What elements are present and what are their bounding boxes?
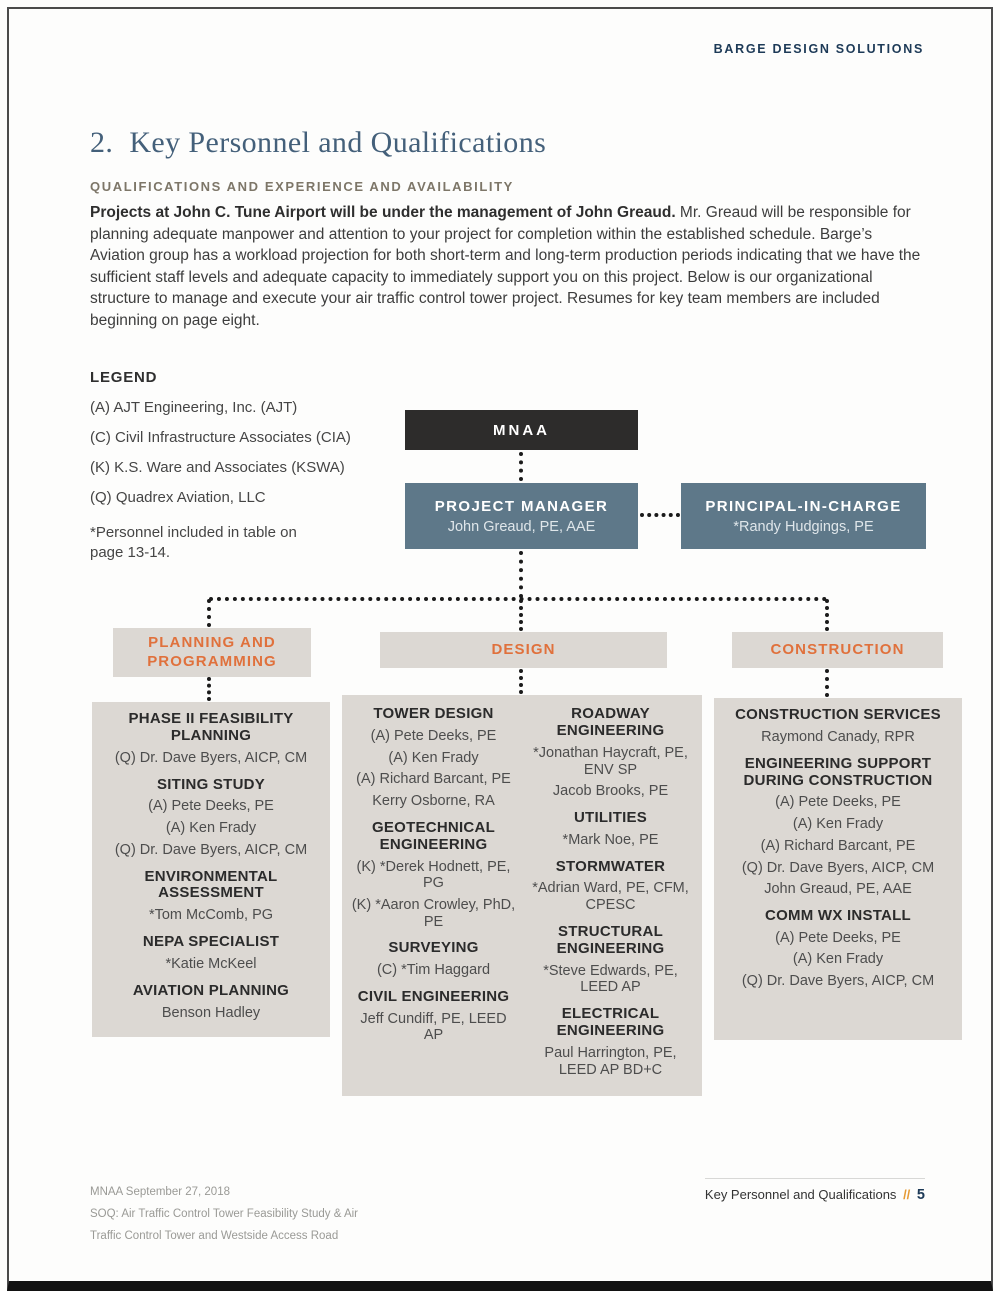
footer-left [90, 1186, 358, 1252]
group-member: *Steve Edwards, PE, LEED AP [543, 962, 678, 996]
group-title: CONSTRUCTION SERVICES [735, 706, 941, 723]
org-group [97, 934, 325, 973]
intro-bold-lead: Projects at John C. Tune Airport will be under the management of John Greaud. [90, 204, 676, 221]
group-member: Jacob Brooks, PE [552, 783, 669, 800]
section-number: 2. [90, 126, 114, 159]
project-manager-name: John Greaud, PE, AAE [447, 518, 596, 535]
group-member: *Mark Noe, PE [562, 831, 659, 848]
org-group [97, 777, 325, 859]
group-title: COMM WX INSTALL [765, 906, 911, 924]
project-manager-title: PROJECT MANAGER [434, 497, 609, 515]
org-group [351, 706, 516, 810]
footer-slashes: // [903, 1187, 911, 1202]
group-title: STORMWATER [555, 857, 666, 875]
org-group [719, 908, 957, 990]
group-member: (K) *Aaron Crowley, PhD, PE [351, 896, 516, 930]
org-group [97, 711, 325, 767]
group-member: *Katie McKeel [165, 955, 257, 972]
org-group [351, 820, 516, 931]
section-title: Key Personnel and Qualifications [129, 126, 547, 159]
group-title: PHASE II FEASIBILITY PLANNING [128, 710, 294, 744]
group-member: (A) Pete Deeks, PE [370, 727, 497, 744]
design-column-right [528, 706, 693, 1088]
group-title: ENGINEERING SUPPORT DURING CONSTRUCTION [743, 754, 933, 789]
legend-item-quadrex: (Q) Quadrex Aviation, LLC [90, 489, 266, 506]
org-group [97, 869, 325, 925]
footer-section-label: Key Personnel and Qualifications [704, 1187, 897, 1202]
group-member: (A) Ken Frady [792, 951, 884, 968]
group-title: CIVIL ENGINEERING [357, 987, 510, 1005]
org-root-box: MNAA [405, 410, 638, 450]
group-member: (A) Pete Deeks, PE [148, 798, 274, 815]
connector-to-design-header [519, 599, 523, 631]
org-group [528, 706, 693, 800]
org-group [351, 989, 516, 1044]
intro-paragraph [90, 202, 930, 332]
group-member: (Q) Dr. Dave Byers, AICP, CM [741, 973, 935, 990]
group-member: Jeff Cundiff, PE, LEED AP [360, 1010, 507, 1044]
principal-in-charge-name: *Randy Hudgings, PE [733, 518, 874, 535]
footer-page-number: 5 [916, 1187, 925, 1203]
connector-root-to-pm [519, 452, 523, 481]
org-group [97, 983, 325, 1022]
project-manager-box [405, 483, 638, 549]
group-title: GEOTECHNICAL ENGINEERING [372, 818, 495, 853]
group-title: TOWER DESIGN [373, 705, 494, 722]
group-title: STRUCTURAL ENGINEERING [556, 922, 665, 957]
legend-list [90, 399, 351, 519]
planning-panel [92, 702, 330, 1037]
group-member: Benson Hadley [161, 1004, 261, 1021]
group-title: ROADWAY ENGINEERING [556, 705, 665, 739]
group-member: (A) Pete Deeks, PE [775, 929, 901, 946]
group-member: (A) Pete Deeks, PE [775, 794, 901, 811]
group-member: *Adrian Ward, PE, CFM, CPESC [532, 880, 689, 914]
group-member: (A) Ken Frady [165, 820, 257, 837]
org-group [528, 810, 693, 849]
group-member: John Greaud, PE, AAE [764, 881, 912, 898]
footer-right [705, 1178, 925, 1203]
brand-header: BARGE DESIGN SOLUTIONS [713, 42, 924, 56]
connector-branch-line [209, 597, 827, 601]
group-title: ENVIRONMENTAL ASSESSMENT [144, 867, 278, 902]
group-member: *Tom McComb, PG [148, 907, 274, 924]
planning-branch-header: PLANNING AND PROGRAMMING [113, 628, 311, 677]
group-member: Raymond Canady, RPR [761, 728, 915, 745]
group-member: (A) Ken Frady [388, 749, 479, 766]
connector-construction-header-to-panel [825, 669, 829, 697]
group-member: (K) *Derek Hodnett, PE, PG [356, 858, 511, 892]
intro-body-text: Mr. Greaud will be responsible for planning adequate manpower and attention to your project for completion within the established schedule. Barge’s Aviation group has a workload projection for both short-term and long-term production periods indicating that we have the sufficient staff levels and adequate capacity to immediately support you on this project. Below is our organizational structure to manage and execute your air traffic control tower project. Resumes for key team members are included beginning on page eight. [90, 204, 921, 329]
group-title: SITING STUDY [156, 775, 265, 793]
org-group [528, 1006, 693, 1078]
group-member: *Jonathan Haycraft, PE, ENV SP [533, 744, 688, 778]
group-title: UTILITIES [573, 808, 648, 826]
footer-project-line: Traffic Control Tower and Westside Access Road [90, 1230, 339, 1242]
legend-note: *Personnel included in table on page 13-14. [90, 524, 297, 562]
group-member: (Q) Dr. Dave Byers, AICP, CM [741, 859, 935, 876]
connector-to-construction-header [825, 599, 829, 631]
org-group [719, 707, 957, 746]
group-title: AVIATION PLANNING [132, 981, 290, 999]
footer-soq-line: SOQ: Air Traffic Control Tower Feasibility Study & Air [90, 1208, 359, 1220]
group-member: (A) Richard Barcant, PE [356, 771, 511, 788]
group-title: ELECTRICAL ENGINEERING [556, 1005, 665, 1039]
group-title: NEPA SPECIALIST [142, 933, 280, 951]
group-member: Paul Harrington, PE, LEED AP BD+C [544, 1044, 677, 1078]
connector-design-header-to-panel [519, 669, 523, 694]
org-group [351, 940, 516, 979]
group-member: (C) *Tim Haggard [376, 962, 491, 979]
connector-planning-header-to-panel [207, 677, 211, 701]
connector-to-planning-header [207, 599, 211, 627]
construction-panel [714, 698, 962, 1040]
footer-date-line: MNAA September 27, 2018 [90, 1186, 230, 1198]
org-group [528, 859, 693, 914]
legend-item-kswa: (K) K.S. Ware and Associates (KSWA) [90, 459, 345, 476]
principal-in-charge-title: PRINCIPAL-IN-CHARGE [705, 497, 902, 515]
design-column-left [351, 706, 516, 1088]
design-branch-header: DESIGN [380, 632, 667, 668]
legend-title: LEGEND [90, 369, 158, 386]
group-member: (A) Ken Frady [792, 816, 884, 833]
connector-pm-to-branches [519, 551, 523, 598]
connector-pm-to-principal [640, 513, 680, 517]
group-member: Kerry Osborne, RA [372, 792, 495, 809]
design-panel [342, 695, 702, 1096]
group-title: SURVEYING [388, 939, 479, 957]
group-member: (Q) Dr. Dave Byers, AICP, CM [114, 749, 308, 766]
legend-item-cia: (C) Civil Infrastructure Associates (CIA) [90, 429, 351, 446]
construction-branch-header: CONSTRUCTION [732, 632, 943, 668]
group-member: (A) Richard Barcant, PE [760, 837, 916, 854]
page-title [90, 126, 546, 160]
section-subtitle: QUALIFICATIONS AND EXPERIENCE AND AVAILABILITY [90, 179, 514, 194]
legend-item-ajt: (A) AJT Engineering, Inc. (AJT) [90, 399, 298, 416]
principal-in-charge-box [681, 483, 926, 549]
org-group [528, 924, 693, 996]
group-member: (Q) Dr. Dave Byers, AICP, CM [114, 841, 308, 858]
org-group [719, 756, 957, 898]
